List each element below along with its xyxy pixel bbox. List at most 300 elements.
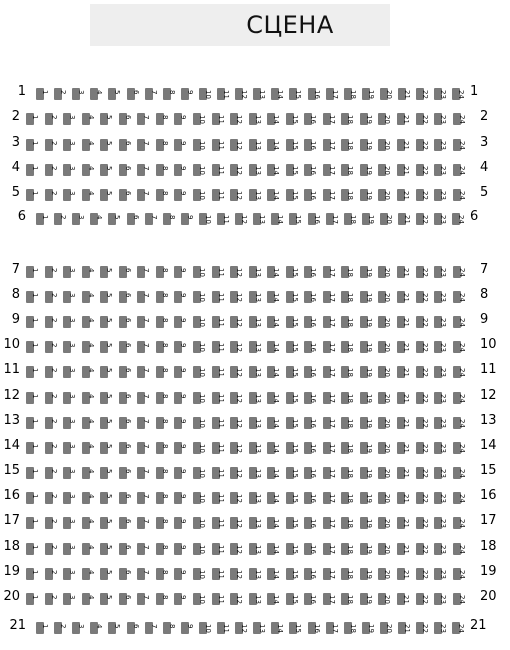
seat[interactable]: [199, 213, 212, 225]
seat[interactable]: [193, 266, 206, 278]
seat[interactable]: [267, 417, 281, 429]
seat[interactable]: [156, 164, 169, 176]
seat[interactable]: [212, 492, 225, 504]
seat[interactable]: [341, 113, 355, 125]
seat[interactable]: [217, 622, 230, 634]
seat[interactable]: [323, 492, 336, 504]
seat[interactable]: [416, 341, 429, 353]
seat[interactable]: [453, 366, 466, 378]
seat[interactable]: [174, 467, 188, 479]
seat[interactable]: [434, 392, 448, 404]
seat[interactable]: [137, 392, 151, 404]
seat[interactable]: [323, 316, 336, 328]
seat[interactable]: [63, 417, 77, 429]
seat[interactable]: [82, 291, 95, 303]
seat[interactable]: [212, 467, 225, 479]
seat[interactable]: [193, 189, 206, 201]
seat[interactable]: [434, 417, 448, 429]
seat[interactable]: [271, 622, 285, 634]
seat[interactable]: [137, 291, 151, 303]
seat[interactable]: [26, 517, 39, 529]
seat[interactable]: [286, 113, 299, 125]
seat[interactable]: [341, 442, 355, 454]
seat[interactable]: [397, 341, 410, 353]
seat[interactable]: [286, 543, 299, 555]
seat[interactable]: [100, 517, 114, 529]
seat[interactable]: [360, 366, 373, 378]
seat[interactable]: [26, 417, 39, 429]
seat[interactable]: [397, 568, 410, 580]
seat[interactable]: [286, 291, 299, 303]
seat[interactable]: [341, 417, 355, 429]
seat[interactable]: [344, 622, 357, 634]
seat[interactable]: [230, 366, 244, 378]
seat[interactable]: [63, 164, 77, 176]
seat[interactable]: [63, 517, 77, 529]
seat[interactable]: [230, 392, 244, 404]
seat[interactable]: [397, 442, 410, 454]
seat[interactable]: [249, 139, 262, 151]
seat[interactable]: [100, 442, 114, 454]
seat[interactable]: [434, 139, 448, 151]
seat[interactable]: [397, 189, 410, 201]
seat[interactable]: [193, 568, 206, 580]
seat[interactable]: [416, 568, 429, 580]
seat[interactable]: [249, 392, 262, 404]
seat[interactable]: [163, 622, 176, 634]
seat[interactable]: [45, 392, 58, 404]
seat[interactable]: [398, 213, 411, 225]
seat[interactable]: [181, 622, 194, 634]
seat[interactable]: [434, 213, 448, 225]
seat[interactable]: [212, 568, 225, 580]
seat[interactable]: [212, 113, 225, 125]
seat[interactable]: [100, 593, 114, 605]
seat[interactable]: [434, 291, 448, 303]
seat[interactable]: [100, 543, 114, 555]
seat[interactable]: [174, 392, 188, 404]
seat[interactable]: [174, 417, 188, 429]
seat[interactable]: [119, 492, 132, 504]
seat[interactable]: [267, 139, 281, 151]
seat[interactable]: [323, 517, 336, 529]
seat[interactable]: [230, 316, 244, 328]
seat[interactable]: [249, 467, 262, 479]
seat[interactable]: [82, 266, 95, 278]
seat[interactable]: [304, 517, 318, 529]
seat[interactable]: [360, 189, 373, 201]
seat[interactable]: [174, 291, 188, 303]
seat[interactable]: [212, 139, 225, 151]
seat[interactable]: [249, 341, 262, 353]
seat[interactable]: [360, 392, 373, 404]
seat[interactable]: [63, 492, 77, 504]
seat[interactable]: [378, 113, 392, 125]
seat[interactable]: [286, 467, 299, 479]
seat[interactable]: [108, 88, 122, 100]
seat[interactable]: [137, 189, 151, 201]
seat[interactable]: [174, 366, 188, 378]
seat[interactable]: [286, 139, 299, 151]
seat[interactable]: [378, 492, 392, 504]
seat[interactable]: [235, 88, 249, 100]
seat[interactable]: [45, 492, 58, 504]
seat[interactable]: [249, 417, 262, 429]
seat[interactable]: [416, 139, 429, 151]
seat[interactable]: [378, 417, 392, 429]
seat[interactable]: [63, 341, 77, 353]
seat[interactable]: [45, 568, 58, 580]
seat[interactable]: [453, 189, 466, 201]
seat[interactable]: [360, 139, 373, 151]
seat[interactable]: [360, 543, 373, 555]
seat[interactable]: [82, 113, 95, 125]
seat[interactable]: [82, 417, 95, 429]
seat[interactable]: [174, 543, 188, 555]
seat[interactable]: [217, 88, 230, 100]
seat[interactable]: [304, 392, 318, 404]
seat[interactable]: [100, 417, 114, 429]
seat[interactable]: [286, 316, 299, 328]
seat[interactable]: [119, 266, 132, 278]
seat[interactable]: [45, 139, 58, 151]
seat[interactable]: [230, 543, 244, 555]
seat[interactable]: [323, 568, 336, 580]
seat[interactable]: [26, 164, 39, 176]
seat[interactable]: [156, 366, 169, 378]
seat[interactable]: [36, 213, 49, 225]
seat[interactable]: [45, 164, 58, 176]
seat[interactable]: [286, 266, 299, 278]
seat[interactable]: [156, 266, 169, 278]
seat[interactable]: [100, 139, 114, 151]
seat[interactable]: [397, 417, 410, 429]
seat[interactable]: [156, 139, 169, 151]
seat[interactable]: [341, 341, 355, 353]
seat[interactable]: [434, 316, 448, 328]
seat[interactable]: [82, 517, 95, 529]
seat[interactable]: [137, 467, 151, 479]
seat[interactable]: [100, 266, 114, 278]
seat[interactable]: [174, 139, 188, 151]
seat[interactable]: [230, 593, 244, 605]
seat[interactable]: [416, 113, 429, 125]
seat[interactable]: [119, 139, 132, 151]
seat[interactable]: [174, 341, 188, 353]
seat[interactable]: [156, 568, 169, 580]
seat[interactable]: [267, 543, 281, 555]
seat[interactable]: [416, 392, 429, 404]
seat[interactable]: [289, 622, 303, 634]
seat[interactable]: [397, 467, 410, 479]
seat[interactable]: [63, 316, 77, 328]
seat[interactable]: [163, 88, 176, 100]
seat[interactable]: [267, 266, 281, 278]
seat[interactable]: [416, 543, 429, 555]
seat[interactable]: [199, 88, 212, 100]
seat[interactable]: [453, 113, 466, 125]
seat[interactable]: [360, 266, 373, 278]
seat[interactable]: [304, 467, 318, 479]
seat[interactable]: [193, 517, 206, 529]
seat[interactable]: [341, 139, 355, 151]
seat[interactable]: [380, 622, 393, 634]
seat[interactable]: [82, 568, 95, 580]
seat[interactable]: [341, 366, 355, 378]
seat[interactable]: [267, 467, 281, 479]
seat[interactable]: [360, 164, 373, 176]
seat[interactable]: [26, 266, 39, 278]
seat[interactable]: [249, 366, 262, 378]
seat[interactable]: [230, 517, 244, 529]
seat[interactable]: [137, 543, 151, 555]
seat[interactable]: [434, 366, 448, 378]
seat[interactable]: [26, 139, 39, 151]
seat[interactable]: [378, 442, 392, 454]
seat[interactable]: [193, 492, 206, 504]
seat[interactable]: [63, 291, 77, 303]
seat[interactable]: [378, 266, 392, 278]
seat[interactable]: [108, 622, 122, 634]
seat[interactable]: [156, 517, 169, 529]
seat[interactable]: [416, 517, 429, 529]
seat[interactable]: [156, 392, 169, 404]
seat[interactable]: [145, 213, 158, 225]
seat[interactable]: [323, 266, 336, 278]
seat[interactable]: [156, 291, 169, 303]
seat[interactable]: [174, 517, 188, 529]
seat[interactable]: [193, 139, 206, 151]
seat[interactable]: [145, 88, 158, 100]
seat[interactable]: [360, 316, 373, 328]
seat[interactable]: [267, 442, 281, 454]
seat[interactable]: [434, 341, 448, 353]
seat[interactable]: [304, 113, 318, 125]
seat[interactable]: [26, 366, 39, 378]
seat[interactable]: [193, 291, 206, 303]
seat[interactable]: [304, 442, 318, 454]
seat[interactable]: [174, 113, 188, 125]
seat[interactable]: [434, 568, 448, 580]
seat[interactable]: [323, 467, 336, 479]
seat[interactable]: [304, 189, 318, 201]
seat[interactable]: [82, 467, 95, 479]
seat[interactable]: [212, 392, 225, 404]
seat[interactable]: [286, 442, 299, 454]
seat[interactable]: [267, 492, 281, 504]
seat[interactable]: [100, 392, 114, 404]
seat[interactable]: [378, 291, 392, 303]
seat[interactable]: [137, 164, 151, 176]
seat[interactable]: [304, 316, 318, 328]
seat[interactable]: [304, 568, 318, 580]
seat[interactable]: [174, 316, 188, 328]
seat[interactable]: [119, 568, 132, 580]
seat[interactable]: [193, 366, 206, 378]
seat[interactable]: [341, 266, 355, 278]
seat[interactable]: [137, 341, 151, 353]
seat[interactable]: [434, 593, 448, 605]
seat[interactable]: [26, 593, 39, 605]
seat[interactable]: [378, 568, 392, 580]
seat[interactable]: [193, 467, 206, 479]
seat[interactable]: [193, 392, 206, 404]
seat[interactable]: [360, 113, 373, 125]
seat[interactable]: [397, 316, 410, 328]
seat[interactable]: [163, 213, 176, 225]
seat[interactable]: [72, 622, 86, 634]
seat[interactable]: [36, 88, 49, 100]
seat[interactable]: [181, 88, 194, 100]
seat[interactable]: [323, 164, 336, 176]
seat[interactable]: [193, 341, 206, 353]
seat[interactable]: [26, 467, 39, 479]
seat[interactable]: [416, 492, 429, 504]
seat[interactable]: [82, 492, 95, 504]
seat[interactable]: [453, 139, 466, 151]
seat[interactable]: [193, 113, 206, 125]
seat[interactable]: [212, 417, 225, 429]
seat[interactable]: [378, 189, 392, 201]
seat[interactable]: [416, 442, 429, 454]
seat[interactable]: [45, 366, 58, 378]
seat[interactable]: [45, 316, 58, 328]
seat[interactable]: [82, 392, 95, 404]
seat[interactable]: [230, 568, 244, 580]
seat[interactable]: [137, 113, 151, 125]
seat[interactable]: [26, 492, 39, 504]
seat[interactable]: [344, 213, 357, 225]
seat[interactable]: [119, 417, 132, 429]
seat[interactable]: [397, 392, 410, 404]
seat[interactable]: [82, 316, 95, 328]
seat[interactable]: [397, 266, 410, 278]
seat[interactable]: [416, 291, 429, 303]
seat[interactable]: [323, 417, 336, 429]
seat[interactable]: [212, 366, 225, 378]
seat[interactable]: [323, 139, 336, 151]
seat[interactable]: [127, 88, 140, 100]
seat[interactable]: [308, 88, 321, 100]
seat[interactable]: [360, 593, 373, 605]
seat[interactable]: [230, 266, 244, 278]
seat[interactable]: [72, 88, 86, 100]
seat[interactable]: [360, 442, 373, 454]
seat[interactable]: [145, 622, 158, 634]
seat[interactable]: [323, 392, 336, 404]
seat[interactable]: [397, 492, 410, 504]
seat[interactable]: [267, 341, 281, 353]
seat[interactable]: [137, 366, 151, 378]
seat[interactable]: [304, 291, 318, 303]
seat[interactable]: [360, 568, 373, 580]
seat[interactable]: [45, 341, 58, 353]
seat[interactable]: [380, 88, 393, 100]
seat[interactable]: [434, 164, 448, 176]
seat[interactable]: [193, 316, 206, 328]
seat[interactable]: [137, 316, 151, 328]
seat[interactable]: [453, 467, 466, 479]
seat[interactable]: [416, 189, 429, 201]
seat[interactable]: [100, 467, 114, 479]
seat[interactable]: [267, 593, 281, 605]
seat[interactable]: [156, 189, 169, 201]
seat[interactable]: [416, 417, 429, 429]
seat[interactable]: [453, 392, 466, 404]
seat[interactable]: [193, 593, 206, 605]
seat[interactable]: [286, 366, 299, 378]
seat[interactable]: [286, 341, 299, 353]
seat[interactable]: [63, 568, 77, 580]
seat[interactable]: [137, 593, 151, 605]
seat[interactable]: [416, 366, 429, 378]
seat[interactable]: [267, 189, 281, 201]
seat[interactable]: [289, 88, 303, 100]
seat[interactable]: [119, 291, 132, 303]
seat[interactable]: [323, 593, 336, 605]
seat[interactable]: [249, 492, 262, 504]
seat[interactable]: [341, 492, 355, 504]
seat[interactable]: [36, 622, 49, 634]
seat[interactable]: [453, 266, 466, 278]
seat[interactable]: [249, 316, 262, 328]
seat[interactable]: [434, 189, 448, 201]
seat[interactable]: [63, 442, 77, 454]
seat[interactable]: [362, 622, 375, 634]
seat[interactable]: [304, 341, 318, 353]
seat[interactable]: [82, 543, 95, 555]
seat[interactable]: [326, 88, 339, 100]
seat[interactable]: [397, 517, 410, 529]
seat[interactable]: [434, 543, 448, 555]
seat[interactable]: [341, 164, 355, 176]
seat[interactable]: [397, 164, 410, 176]
seat[interactable]: [267, 291, 281, 303]
seat[interactable]: [45, 593, 58, 605]
seat[interactable]: [82, 164, 95, 176]
seat[interactable]: [100, 316, 114, 328]
seat[interactable]: [174, 442, 188, 454]
seat[interactable]: [249, 568, 262, 580]
seat[interactable]: [63, 139, 77, 151]
seat[interactable]: [108, 213, 122, 225]
seat[interactable]: [193, 442, 206, 454]
seat[interactable]: [267, 366, 281, 378]
seat[interactable]: [253, 213, 267, 225]
seat[interactable]: [193, 164, 206, 176]
seat[interactable]: [360, 517, 373, 529]
seat[interactable]: [230, 291, 244, 303]
seat[interactable]: [453, 568, 466, 580]
seat[interactable]: [45, 189, 58, 201]
seat[interactable]: [137, 568, 151, 580]
seat[interactable]: [119, 467, 132, 479]
seat[interactable]: [289, 213, 303, 225]
seat[interactable]: [453, 291, 466, 303]
seat[interactable]: [119, 164, 132, 176]
seat[interactable]: [119, 517, 132, 529]
seat[interactable]: [249, 543, 262, 555]
seat[interactable]: [453, 164, 466, 176]
seat[interactable]: [119, 593, 132, 605]
seat[interactable]: [453, 492, 466, 504]
seat[interactable]: [249, 442, 262, 454]
seat[interactable]: [156, 467, 169, 479]
seat[interactable]: [453, 543, 466, 555]
seat[interactable]: [341, 568, 355, 580]
seat[interactable]: [63, 543, 77, 555]
seat[interactable]: [212, 164, 225, 176]
